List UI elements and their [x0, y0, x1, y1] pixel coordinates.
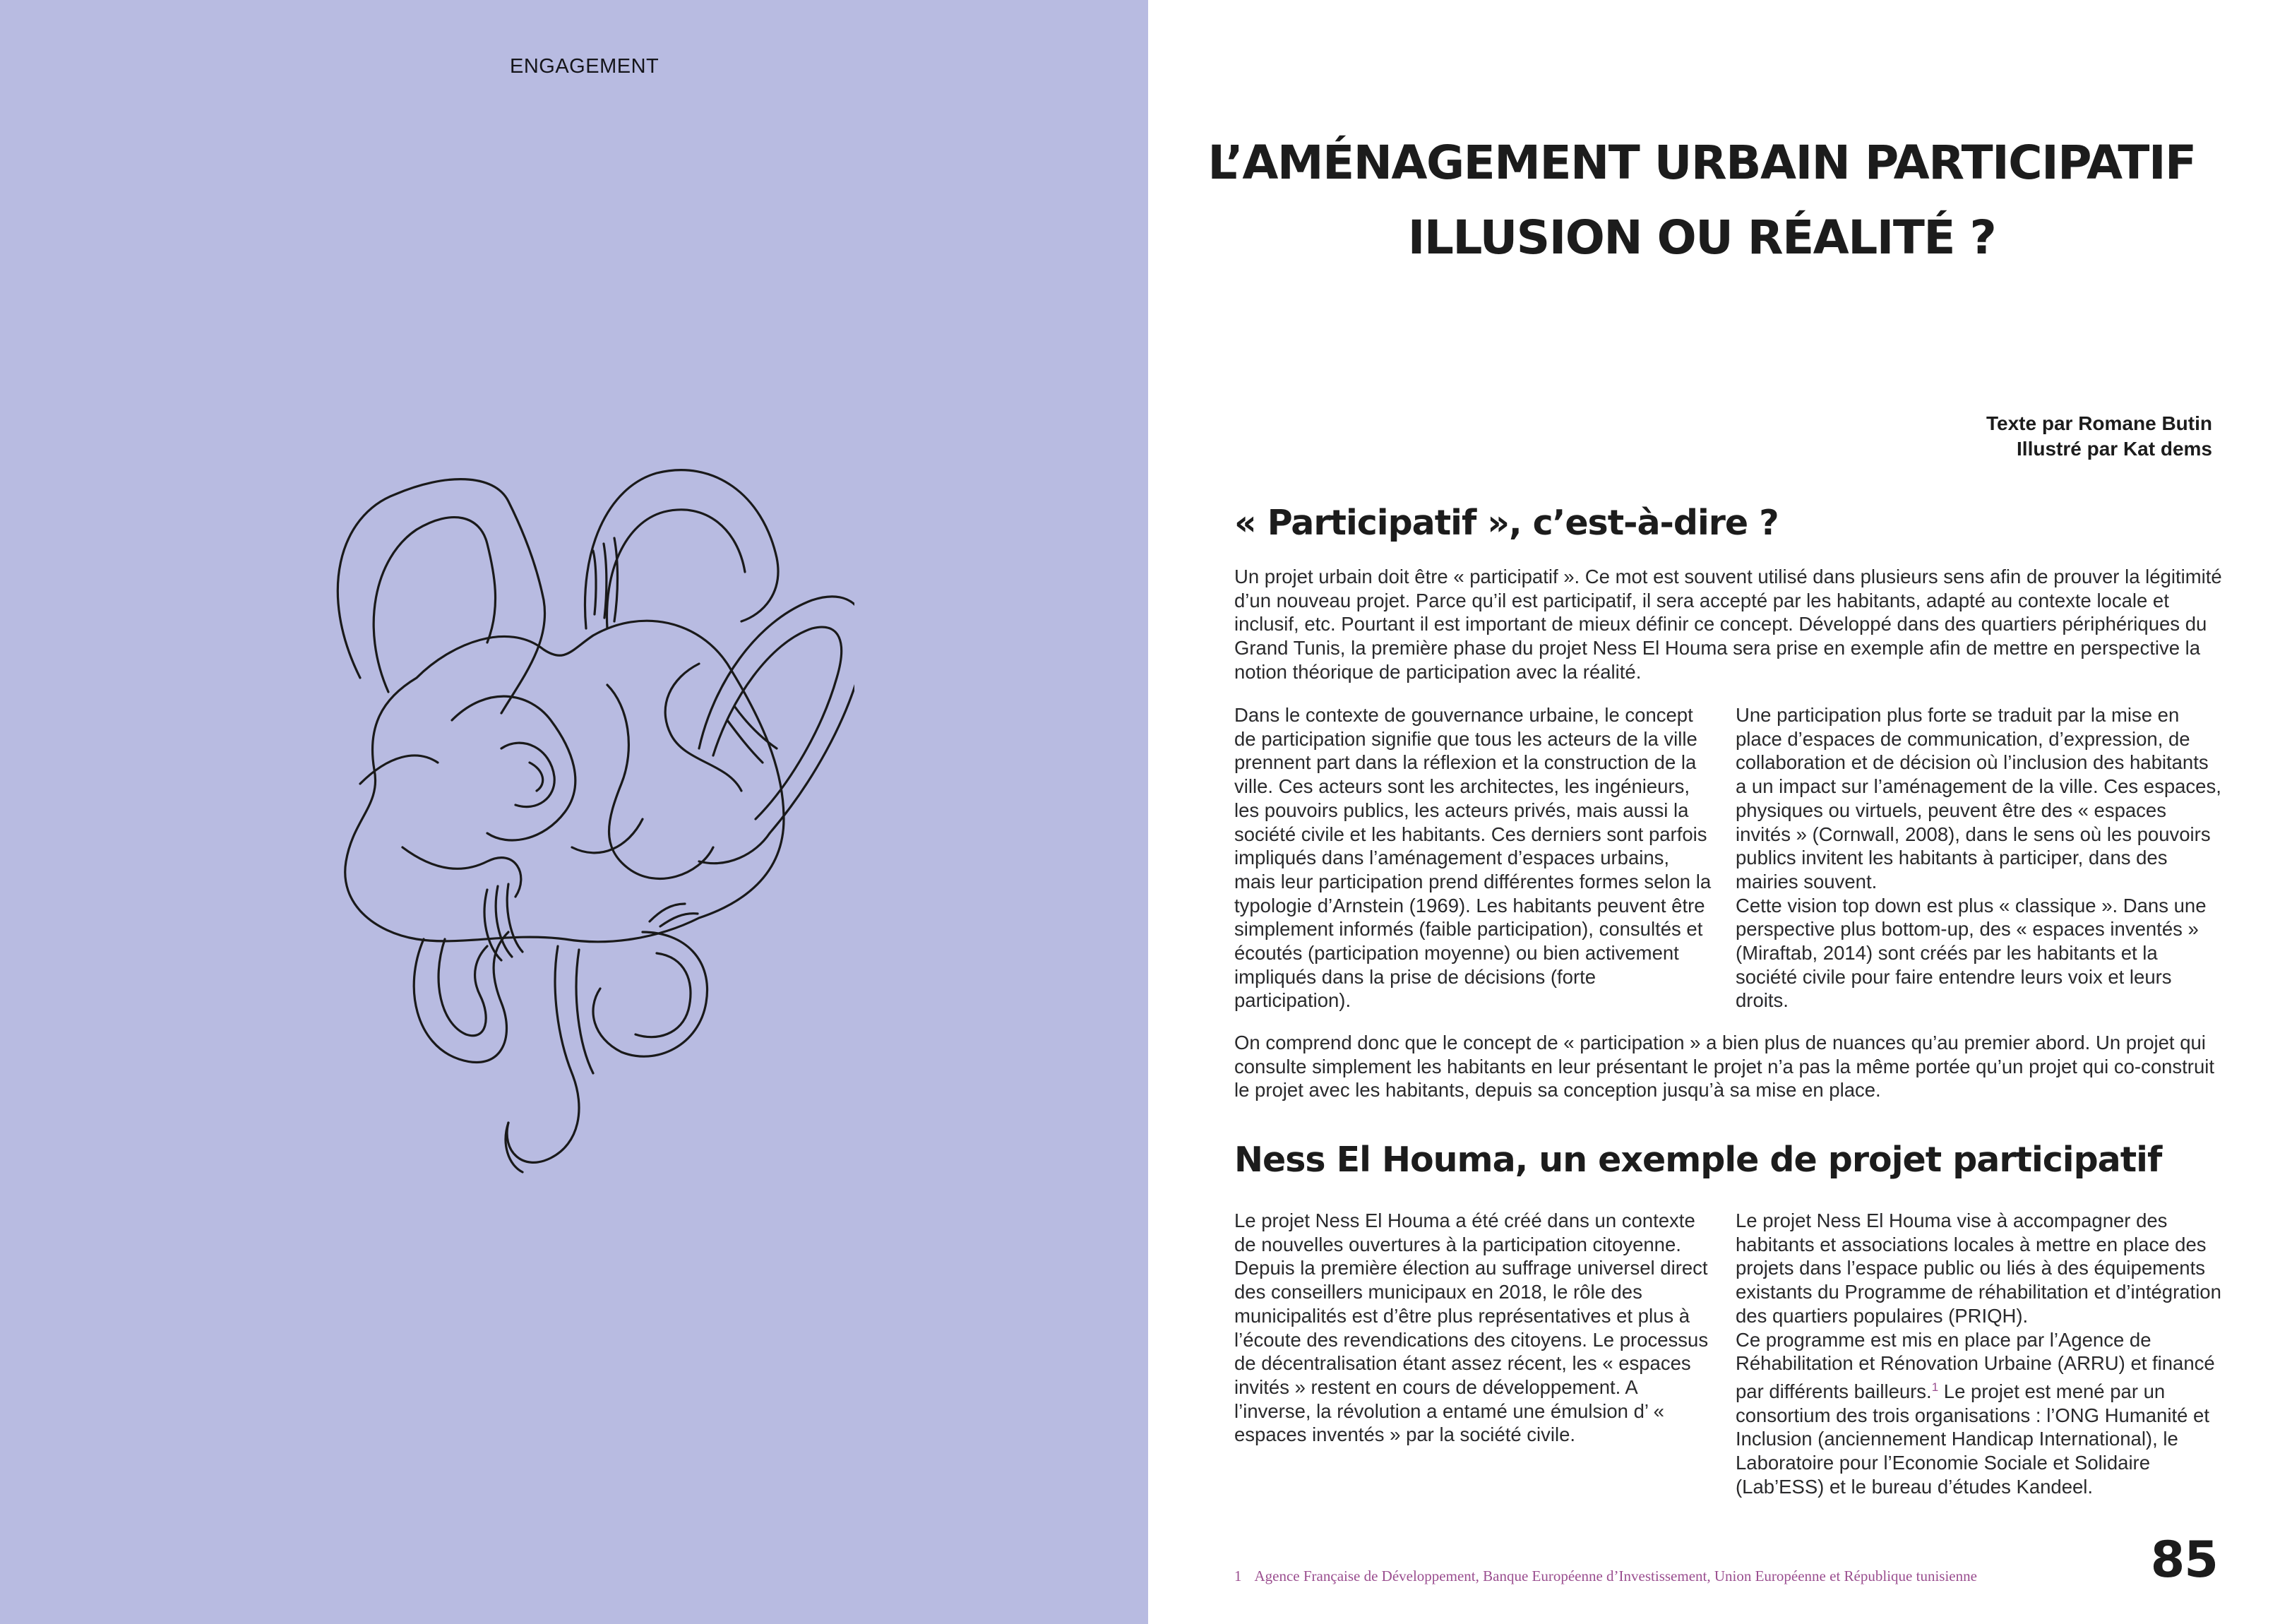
- section-2-right-paragraph-2a: Ce programme est mis en place par l’Agence de Réhabilitation et Rénovation Urbaine (ARRU) et financé par différents bailleurs.: [1736, 1328, 2215, 1403]
- footnote: [1234, 1568, 1977, 1585]
- section-label: ENGAGEMENT: [510, 55, 659, 78]
- footnote-text: Agence Française de Développement, Banque Européenne d’Investissement, Union Européenne et République tunisienne: [1254, 1568, 1977, 1584]
- section-2-right-paragraph-1: Le projet Ness El Houma vise à accompagner des habitants et associations locales à mettre en place des projets dans l’espace public ou liés à des équipements existants du Programme de réhabilitation et d’intégration des quartiers populaires (PRIQH).: [1736, 1210, 2221, 1327]
- credit-text-author: Texte par Romane Butin: [1986, 412, 2212, 434]
- credit-illustrator: Illustré par Kat dems: [2017, 438, 2212, 460]
- section-2-left-column: Le projet Ness El Houma a été créé dans un contexte de nouvelles ouvertures à la participation citoyenne. Depuis la première élection au suffrage universel direct des conseillers municipaux en 2018, le rôle des municipalités est d’être plus représentatives et plus à l’écoute des revendications des citoyens. Le processus de décentralisation étant assez récent, les « espaces invités » restent en cours de développement. A l’inverse, la révolution a entamé une émulsion d’ « espaces inventés » par la société civile.: [1234, 1210, 1709, 1446]
- section-2-right-paragraph-2b: Le projet est mené par un consortium des trois organisations : l’ONG Humanité et Inclusion (anciennement Handicap International), le Laboratoire pour l’Economie Sociale et Solidaire (Lab’ESS) et le bureau d’études Kandeel.: [1736, 1380, 2209, 1498]
- title-line-1: L’AMÉNAGEMENT URBAIN PARTICIPATIF: [1207, 136, 2196, 190]
- section-1-right-column: [1736, 703, 2223, 1013]
- article-title: [1200, 126, 2203, 275]
- title-line-2: ILLUSION OU RÉALITÉ ?: [1407, 210, 1996, 265]
- abstract-line-art-icon: [275, 452, 854, 1186]
- article-credits: [1986, 411, 2212, 462]
- footnote-number: 1: [1234, 1568, 1242, 1584]
- section-1-conclusion: On comprend donc que le concept de « participation » a bien plus de nuances qu’au premier abord. Un projet qui consulte simplement les habitants en leur présentant le projet n’a pas la même portée qu’un projet qui co-construit le projet avec les habitants, depuis sa conception jusqu’à sa mise en place.: [1234, 1032, 2214, 1101]
- section-1-left-column: Dans le contexte de gouvernance urbaine, le concept de participation signifie que tous les acteurs de la ville prennent part dans la réflexion et la construction de la ville. Ces acteurs sont les architectes, les ingénieurs, les pouvoirs publics, les acteurs privés, mais aussi la société civile et les habitants. Ces derniers sont parfois impliqués dans l’aménagement d’espaces urbains, mais leur participation prend différentes formes selon la typologie d’Arnstein (1969). Les habitants peuvent être simplement informés (faible participation), consultés et écoutés (participation moyenne) ou bien activement impliqués dans la prise de décisions (forte participation).: [1234, 704, 1712, 1012]
- section-1-right-paragraph-2: Cette vision top down est plus « classique ». Dans une perspective plus bottom-up, des « espaces inventés » (Miraftab, 2014) sont créés par les habitants et la société civile pour faire entendre leurs voix et leurs droits.: [1736, 894, 2207, 1012]
- section-2-right-column: [1736, 1209, 2223, 1499]
- footnote-reference[interactable]: 1: [1931, 1380, 1939, 1394]
- section-2-heading: Ness El Houma, un exemple de projet participatif: [1234, 1140, 2162, 1180]
- page-number: 85: [2150, 1531, 2218, 1589]
- section-1-heading: « Participatif », c’est-à-dire ?: [1234, 503, 1779, 543]
- section-1-right-paragraph-1: Une participation plus forte se traduit par la mise en place d’espaces de communication, d’expression, de collaboration et de décision où l’inclusion des habitants a un impact sur l’aménagement de la ville. Ces espaces, physiques ou virtuels, peuvent être des « espaces invités » (Cornwall, 2008), dans le sens où les pouvoirs publics invitent les habitants à participer, dans des mairies souvent.: [1736, 704, 2221, 892]
- section-2-right-paragraph-2: [1736, 1328, 2223, 1499]
- section-1-intro: Un projet urbain doit être « participatif ». Ce mot est souvent utilisé dans plusieurs sens afin de prouver la légitimité d’un nouveau projet. Parce qu’il est participatif, il sera accepté par les habitants, adapté au contexte locale et inclusif, etc. Pourtant il est important de mieux définir ce concept. Développé dans des quartiers périphériques du Grand Tunis, la première phase du projet Ness El Houma sera prise en exemple afin de mettre en perspective la notion théorique de participation avec la réalité.: [1234, 566, 2222, 683]
